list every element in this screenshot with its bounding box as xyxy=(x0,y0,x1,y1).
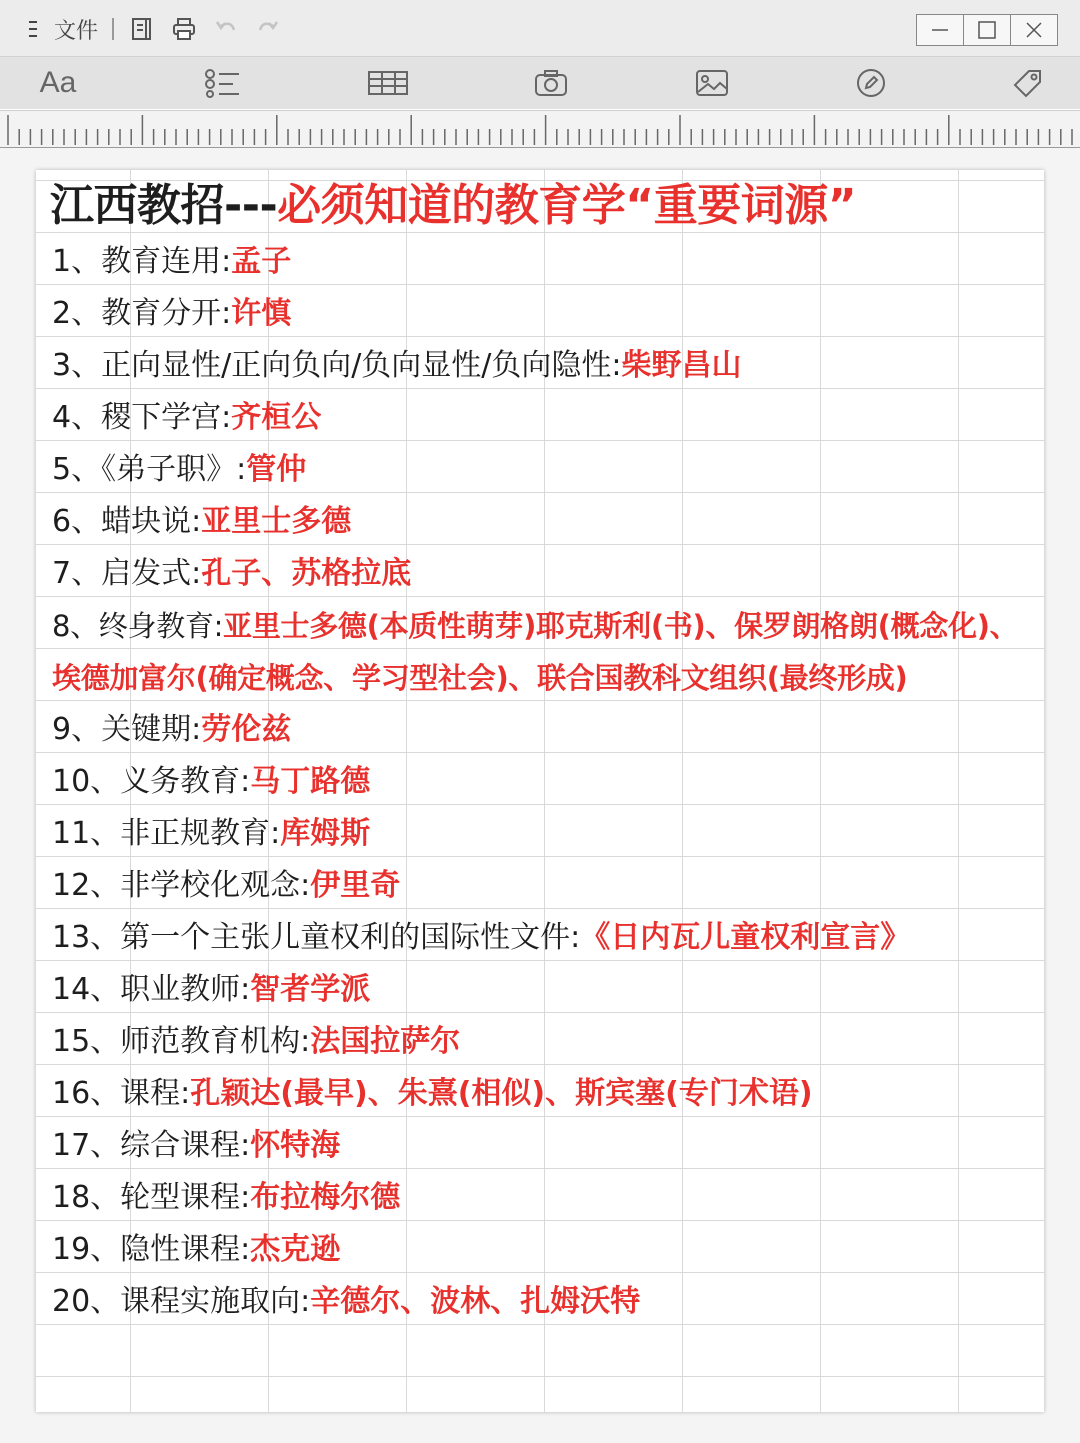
item-source: 杰克逊 xyxy=(250,1232,341,1267)
item-source: 法国拉萨尔 xyxy=(310,1024,461,1059)
camera-icon xyxy=(533,68,569,98)
tag-button[interactable] xyxy=(998,65,1058,101)
list-item xyxy=(52,1224,1042,1276)
list-item xyxy=(52,860,1042,912)
list-icon xyxy=(203,67,243,99)
item-source: 孔颖达(最早)、朱熹(相似)、斯宾塞(专门术语) xyxy=(190,1076,813,1111)
item-term: 13、第一个主张儿童权利的国际性文件: xyxy=(52,920,581,955)
item-term: 8、终身教育: xyxy=(52,609,224,643)
redo-icon[interactable] xyxy=(254,15,282,43)
menu-icon xyxy=(20,15,48,43)
item-term: 7、启发式: xyxy=(52,556,202,591)
document-title xyxy=(50,178,1040,234)
document-icon[interactable] xyxy=(128,15,156,43)
list-item xyxy=(52,340,1042,392)
table-icon xyxy=(367,69,409,97)
title-bar xyxy=(0,0,1080,57)
maximize-button[interactable] xyxy=(964,15,1011,45)
item-source: 《日内瓦儿童权利宣言》 xyxy=(580,920,911,955)
item-source: 智者学派 xyxy=(250,972,371,1007)
list-button[interactable] xyxy=(193,65,253,101)
item-term: 6、蜡块说: xyxy=(52,504,202,539)
item-term: 5、《弟子职》: xyxy=(52,452,247,487)
list-item xyxy=(52,756,1042,808)
item-source: 管仲 xyxy=(246,452,307,487)
item-term: 18、轮型课程: xyxy=(52,1180,251,1215)
ruler-ticks xyxy=(0,111,1080,147)
item-term: 15、师范教育机构: xyxy=(52,1024,311,1059)
list-item xyxy=(52,236,1042,288)
item-source: 怀特海 xyxy=(250,1128,341,1163)
list-item xyxy=(52,1120,1042,1172)
image-button[interactable] xyxy=(682,65,742,101)
list-item xyxy=(52,1172,1042,1224)
title-plain: 江西教招--- xyxy=(50,180,278,231)
item-term: 9、关键期: xyxy=(52,712,202,747)
item-term: 19、隐性课程: xyxy=(52,1232,251,1267)
item-source: 许慎 xyxy=(231,296,292,331)
item-term: 1、教育连用: xyxy=(52,244,232,279)
item-term: 11、非正规教育: xyxy=(52,816,281,851)
undo-icon[interactable] xyxy=(212,15,240,43)
item-term: 3、正向显性/正向负向/负向显性/负向隐性: xyxy=(52,348,622,383)
item-term: 16、课程: xyxy=(52,1076,191,1111)
list-item xyxy=(52,808,1042,860)
item-source: 孟子 xyxy=(231,244,292,279)
file-menu[interactable] xyxy=(20,14,98,45)
list-item xyxy=(52,496,1042,548)
title-highlight: 必须知道的教育学“重要词源” xyxy=(277,180,857,231)
item-term: 4、稷下学宫: xyxy=(52,400,232,435)
font-style-button[interactable]: Aa xyxy=(39,66,77,99)
list-item xyxy=(52,704,1042,756)
list-item xyxy=(52,1016,1042,1068)
list-item xyxy=(52,288,1042,340)
ruler[interactable] xyxy=(0,110,1080,149)
item-term: 14、职业教师: xyxy=(52,972,251,1007)
image-icon xyxy=(694,68,730,98)
list-item xyxy=(52,600,1042,704)
camera-button[interactable] xyxy=(521,65,581,101)
format-toolbar xyxy=(0,57,1080,109)
item-term: 10、义务教育: xyxy=(52,764,251,799)
item-source: 亚里士多德(本质性萌芽)耶克斯利(书)、保罗朗格朗(概念化)、埃德加富尔(确定概念、学习型社会)、联合国教科文组织(最终形成) xyxy=(52,609,1019,695)
item-term: 17、综合课程: xyxy=(52,1128,251,1163)
item-source: 辛德尔、波林、扎姆沃特 xyxy=(310,1284,641,1319)
minimize-icon xyxy=(930,20,950,40)
close-icon xyxy=(1024,20,1044,40)
item-source: 库姆斯 xyxy=(280,816,371,851)
pen-icon xyxy=(855,67,887,99)
item-source: 亚里士多德 xyxy=(201,504,352,539)
item-term: 2、教育分开: xyxy=(52,296,232,331)
list-item xyxy=(52,1068,1042,1120)
item-source: 齐桓公 xyxy=(231,400,322,435)
item-source: 劳伦兹 xyxy=(201,712,292,747)
list-item xyxy=(52,912,1042,964)
document-area xyxy=(0,148,1080,1443)
list-item xyxy=(52,964,1042,1016)
list-item xyxy=(52,444,1042,496)
item-term: 20、课程实施取向: xyxy=(52,1284,311,1319)
list-item xyxy=(52,392,1042,444)
file-menu-label: 文件 xyxy=(54,18,99,44)
item-term: 12、非学校化观念: xyxy=(52,868,311,903)
divider xyxy=(112,18,114,40)
term-list xyxy=(52,236,1042,1328)
item-source: 布拉梅尔德 xyxy=(250,1180,401,1215)
window-controls xyxy=(916,14,1058,46)
title-bar-left xyxy=(20,14,282,44)
document-page[interactable] xyxy=(36,170,1044,1412)
list-item xyxy=(52,548,1042,600)
item-source: 马丁路德 xyxy=(250,764,371,799)
close-button[interactable] xyxy=(1011,15,1057,45)
item-source: 柴野昌山 xyxy=(621,348,742,383)
minimize-button[interactable] xyxy=(917,15,964,45)
pen-button[interactable] xyxy=(841,65,901,101)
item-source: 伊里奇 xyxy=(310,868,401,903)
item-source: 孔子、苏格拉底 xyxy=(201,556,412,591)
tag-icon xyxy=(1012,67,1044,99)
maximize-icon xyxy=(977,20,997,40)
table-button[interactable] xyxy=(358,65,418,101)
list-item xyxy=(52,1276,1042,1328)
print-icon[interactable] xyxy=(170,15,198,43)
